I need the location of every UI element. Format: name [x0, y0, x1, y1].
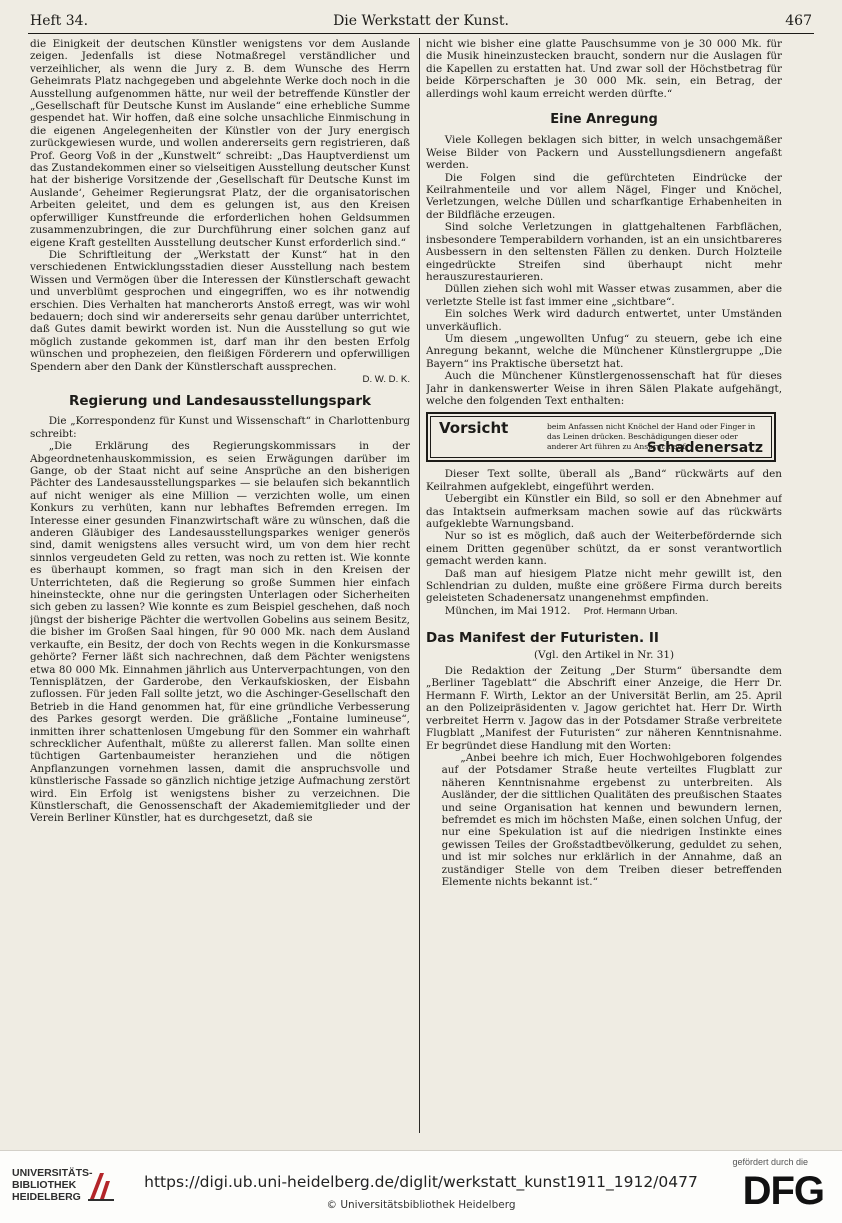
article-heading: Das Manifest der Futuristen. II	[426, 630, 659, 647]
paragraph: die Einigkeit der deutschen Künstler wenigstens vor dem Auslande zeigen. Jedenfalls ist diese Notmaßregel verständlicher und verzeihlicher, als wenn die Jury z. B. dem Wunsche des Herrn Geheimrats Platz nachgegeben und abgelehnte Werke doch noch in die Ausstellung aufgenommen hätte, nur weil der betreffende Künstler der „Gesellschaft für Deutsche Kunst im Auslande“ eine erhebliche Summe gespendet hat. Wir hoffen, daß eine solche unsachliche Einmischung in die eigenen Angelegenheiten der Künstler von der Jury energisch zurückgewiesen wurde, und wollen andererseits gern registrieren, daß Prof. Georg Voß in der „Kunstwelt“ schreibt: „Das Hauptverdienst um das Zustandekommen einer so vielseitigen Ausstellung deutscher Kunst hat der bisherige Vorsitzende der ‚Gesellschaft für Deutsche Kunst im Auslande‘, Geheimer Regierungsrat Platz, der die organisatorischen Arbeiten geleitet, und dem es gelungen ist, aus den Kreisen opferwilliger Kunstfreunde die erforderlichen hohen Geldsummen zusammenzubringen, die zur Durchführung einer solchen ganz auf eigene Kraft gestellten Ausstellung deutscher Kunst erforderlich sind.“	[30, 38, 410, 249]
running-header	[30, 10, 812, 32]
paragraph: Ein solches Werk wird dadurch entwertet, unter Umständen unverkäuflich.	[426, 308, 782, 333]
warning-label	[430, 416, 772, 458]
journal-title: Die Werkstatt der Kunst.	[333, 13, 509, 29]
warning-title: Vorsicht	[439, 419, 509, 438]
logo-line: UNIVERSITÄTS-	[12, 1167, 93, 1179]
viewer-footer	[0, 1150, 842, 1223]
place-date: München, im Mai 1912.	[444, 604, 571, 617]
warning-label-box	[426, 412, 776, 462]
article-subheading: (Vgl. den Artikel in Nr. 31)	[533, 648, 675, 661]
signature: D. W. D. K.	[362, 373, 410, 385]
left-column	[30, 38, 410, 1136]
quoted-paragraph: „Anbei beehre ich mich, Euer Hochwohlgeboren folgendes auf der Potsdamer Straße heute verteiltes Flugblatt zur näheren Kenntnisnahme ergebenst zu unterbreiten. Als Ausländer, der die sittlichen Qualitäten des preußischen Staates und seine Organisation hat kennen und bewundern lernen, befremdet es mich im höchsten Maße, einen solchen Unfug, der nur eine Spekulation ist auf die niedrigen Instinkte eines gewissen Teiles der Großstadtbevölkerung, geduldet zu sehen, und ist mir solches nur erklärlich in der Annahme, daß an zuständiger Stelle von dem Treiben dieser betreffenden Elemente nichts bekannt ist.“	[441, 751, 782, 888]
article-heading: Regierung und Landesausstellungspark	[69, 392, 371, 409]
warning-emphasis: Schadenersatz	[646, 440, 763, 457]
paragraph: Sind solche Verletzungen in glattgehaltenen Farbflächen, insbesondere Temperabildern vorhanden, ist an ein unsichtbareres Ausbessern in den seltensten Fällen zu denken. Durch Holzteile eingedrückte Streifen sind überhaupt nicht mehr herauszurestaurieren.	[426, 221, 782, 283]
paragraph: nicht wie bisher eine glatte Pauschsumme von je 30 000 Mk. für die Musik hineinzustecken braucht, sondern nur die Auslagen für die Kapellen zu erstatten hat. Und zwar soll der Höchstbetrag für beide Körperschaften je 30 000 Mk. sein, ein Betrag, der allerdings wohl kaum erreicht werden dürfte.“	[426, 38, 782, 100]
logo-line: HEIDELBERG	[12, 1191, 81, 1203]
right-column	[426, 38, 782, 1136]
logo-line: BIBLIOTHEK	[12, 1179, 77, 1191]
dfg-logo[interactable]: DFG	[742, 1169, 824, 1213]
copyright: © Universitätsbibliothek Heidelberg	[326, 1199, 516, 1211]
paragraph: Die Redaktion der Zeitung „Der Sturm“ übersandte dem „Berliner Tageblatt“ die Abschrift einer Anzeige, die Herr Dr. Hermann F. Wirth, Lektor an der Universität Berlin, am 25. April an den Polizeipräsidenten v. Jagow gerichtet hat. Herr Dr. Wirth verbreitet Herrn v. Jagow das in der Potsdamer Straße verbreitete Flugblatt „Manifest der Futuristen“ zur näheren Kenntnisnahme. Er begründet diese Handlung mit den Worten:	[426, 665, 782, 752]
author: Prof. Hermann Urban.	[583, 605, 678, 617]
funding-label: gefördert durch die	[732, 1157, 808, 1167]
column-divider	[419, 38, 420, 1133]
paragraph: Nur so ist es möglich, daß auch der Weiterbefördernde sich einem Dritten gegenüber schützt, da er sonst verantwortlich gemacht werden kann.	[426, 530, 782, 568]
paragraph: Die Schriftleitung der „Werkstatt der Kunst“ hat in den verschiedenen Entwicklungsstadien dieser Ausstellung nach bestem Wissen und Vermögen über die Interessen der Künstlerschaft gewacht und unverblümt gesprochen und eingegriffen, wo es ihr notwendig erschien. Dies Verhalten hat mancherorts Anstoß erregt, was wir wohl bedauern; doch sind wir andererseits sehr genau darüber unterrichtet, daß Gutes damit bewirkt worden ist. Nun die Ausstellung so gut wie möglich zustande gekommen ist, darf man ihr den besten Erfolg wünschen und prophezeien, den fleißigen Förderern und opferwilligen Spendern aber den Dank der Künstlerschaft aussprechen.	[30, 248, 410, 373]
dateline	[426, 605, 782, 618]
header-rule	[28, 33, 814, 34]
paragraph: Dieser Text sollte, überall als „Band“ rückwärts auf den Keilrahmen aufgeklebt, eingeführt werden.	[426, 468, 782, 493]
paragraph: Die „Korrespondenz für Kunst und Wissenschaft“ in Charlottenburg schreibt:	[30, 415, 410, 440]
warning-text: beim Anfassen nicht Knöchel der Hand oder Finger in das Leinen drücken. Beschädigungen dieser oder anderer Art führen zu Anspruch auf	[547, 422, 756, 452]
quoted-paragraph: „Die Erklärung des Regierungskommissars in der Abgeordnetenhauskommission, es seien Erwägungen darüber im Gange, ob der Staat nicht auf seine Ansprüche an den bisherigen Pächter des Landesausstellungsparkes — sie belaufen sich bekanntlich auf nicht weniger als eine Million — verzichten wolle, um einen Konkurs zu verhüten, kann nur lebhaftes Befremden erregen. Im Interesse einer gesunden Finanzwirtschaft wäre zu wünschen, daß die anderen Gläubiger des Landesausstellungsparkes weniger generös sind, damit wenigstens alles versucht wird, um von dem hier recht sinnlos vergeudeten Geld zu retten, was noch zu retten ist. Wie konnte es überhaupt kommen, so fragt man sich in den Kreisen der Unterrichteten, daß die Regierung so große Summen hier einfach hineinsteckte, ohne nur die geringsten Unterlagen oder Sicherheiten sich geben zu lassen? Wie konnte es zum Beispiel geschehen, daß noch jüngst der bisherige Pächter die wertvollen Gobelins aus seinem Besitz, die bisher im Großen Saal hingen, für 90 000 Mk. nach dem Ausland verkaufte, ein Besitz, der doch von Rechts wegen in die Konkursmasse gehörte? Ferner läßt sich nachrechnen, daß dem Pächter wenigstens etwa 80 000 Mk. Einnahmen jährlich aus Unterverpachtungen, von den Tennisplätzen, der Garderobe, den Verkaufskiosken, der Eisbahn zuflossen. Für jeden Fall sollte jetzt, wo die Aschinger-Gesellschaft den Betrieb in die Hand genommen hat, für eine gründliche Verbesserung des Parkes gesorgt werden. Die gräßliche „Fontaine lumineuse“, inmitten ihrer schattenlosen Umgebung für den Sommer ein wahrhaft schrecklicher Aufenthalt, müßte zu allererst fallen. Man sollte einen tüchtigen Gartenbaumeister heranziehen und die nötigen Anpflanzungen vornehmen lassen, damit die anspruchsvolle und künstlerische Fassade so gänzlich nichtige jetzige Aufmachung zerstört wird. Ein Erfolg ist wenigstens bisher zu verzeichnen. Die Künstlerschaft, die Genossenschaft der Akademiemitglieder und der Verein Berliner Künstler, hat es durchgesetzt, daß sie	[30, 440, 410, 825]
paragraph: Viele Kollegen beklagen sich bitter, in welch unsachgemäßer Weise Bilder von Packern und Ausstellungsdienern angefaßt werden.	[426, 134, 782, 172]
page-number: 467	[785, 13, 812, 29]
issue-number: Heft 34.	[30, 13, 89, 29]
paragraph: Die Folgen sind die gefürchteten Eindrücke der Keilrahmenteile und vor allem Nägel, Finger und Knöchel, Verletzungen, welche Düllen und scharfkantige Erhabenheiten in der Bildfläche erzeugen.	[426, 171, 782, 221]
paragraph: Uebergibt ein Künstler ein Bild, so soll er den Abnehmer auf das Intaktsein aufmerksam machen sowie auf das rückwärts aufgeklebte Warnungsband.	[426, 493, 782, 530]
article-heading: Eine Anregung	[550, 112, 658, 128]
paragraph: Auch die Münchener Künstlergenossenschaft hat für dieses Jahr in dankenswerter Weise in ihren Sälen Plakate aufgehängt, welche den folgenden Text enthalten:	[426, 370, 782, 407]
paragraph: Düllen ziehen sich wohl mit Wasser etwas zusammen, aber die verletzte Stelle ist fast immer eine „sichtbare“.	[426, 283, 782, 308]
permalink[interactable]: https://digi.ub.uni-heidelberg.de/diglit/werkstatt_kunst1911_1912/0477	[144, 1173, 698, 1191]
paragraph: Um diesem „ungewollten Unfug“ zu steuern, gebe ich eine Anregung bekannt, welche die Münchener Künstlergruppe „Die Bayern“ ins Praktische übersetzt hat.	[426, 332, 782, 370]
paragraph: Daß man auf hiesigem Platze nicht mehr gewillt ist, den Schlendrian zu dulden, mußte eine größere Firma durch bereits geleisteten Schadenersatz unangenehmst empfinden.	[426, 567, 782, 605]
